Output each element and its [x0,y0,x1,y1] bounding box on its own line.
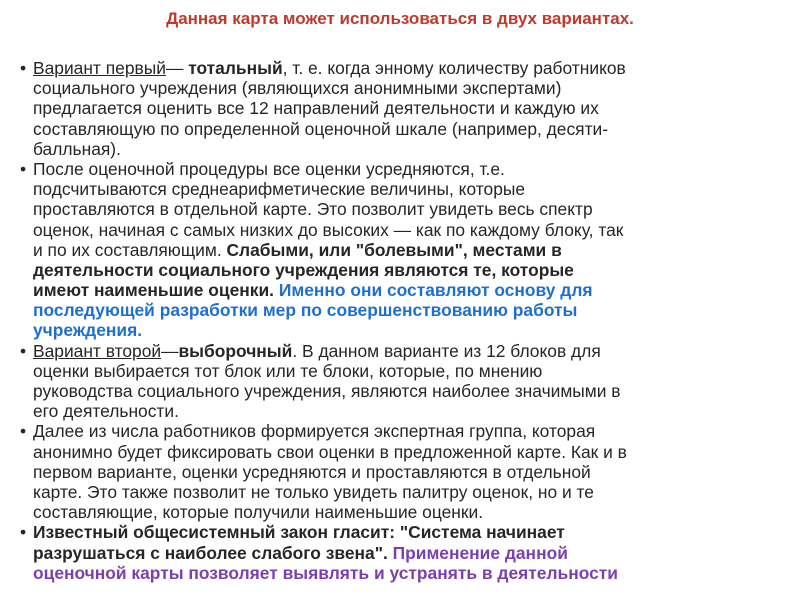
text-segment: Слабыми, или "болевыми", местами в [226,239,562,260]
text-segment: и по их составляющим. [33,239,227,260]
text-segment: выборочный [178,340,293,361]
text-line [20,240,780,260]
text-segment: деятельности социального учреждения являются те, которые [33,259,574,280]
text-segment: последующей разработки мер по совершенствованию работы [33,300,578,321]
bullet-icon: • [20,421,27,442]
text-segment: предлагается оценить все 12 направлений деятельности и каждую их [33,98,599,119]
text-segment: . В данном варианте из 12 блоков для [292,340,601,361]
bullet-icon: • [20,158,27,179]
text-segment: карте. Это также позволит не только увидеть палитру оценок, но и те [33,481,594,502]
text-line [20,78,780,98]
bullet-item-line [20,421,780,441]
text-line [20,401,780,421]
text-segment: учреждения. [33,320,143,341]
bullet-icon: • [20,522,27,543]
text-segment: подсчитываются среднеарифметические величины, которые [33,179,526,200]
text-segment: , т. е. когда энному количеству работников [282,58,626,78]
text-line [20,139,780,159]
slide-title: Данная карта может использоваться в двух вариантах. [166,9,634,28]
bullet-item-line [20,522,780,542]
text-segment: составляющие, которые получили наименьшие оценки. [33,502,484,523]
text-line [20,361,780,381]
text-segment: его деятельности. [33,401,179,422]
text-line [20,482,780,502]
text-line [20,543,780,563]
text-line [20,320,780,340]
bullet-icon: • [20,340,27,361]
text-line [20,199,780,219]
text-line [20,98,780,118]
text-segment: первом варианте, оценки усредняются и проставляются в отдельной [33,461,591,482]
slide-body [20,58,780,583]
text-line [20,260,780,280]
text-segment: проставляются в отдельной карте. Это позволит увидеть весь спектр [33,199,593,220]
text-segment: — [161,340,179,361]
text-segment: Вариант первый [33,58,166,78]
bullet-item-line [20,341,780,361]
text-segment: Именно они составляют основу для [278,280,593,301]
text-line [20,119,780,139]
text-segment: оценок, начиная с самых низких до высоких — как по каждому блоку, так [33,219,624,240]
text-segment: Далее из числа работников формируется экспертная группа, которая [33,421,596,442]
text-segment: составляющую по определенной оценочной шкале (например, десяти- [33,118,609,139]
text-line [20,300,780,320]
text-line [20,179,780,199]
text-segment: Вариант второй [33,340,162,361]
text-line [20,220,780,240]
text-line [20,563,780,583]
text-segment: социального учреждения (являющихся анонимными экспертами) [33,78,562,99]
text-segment: оценки выбирается тот блок или те блоки, которые, по мнению [33,360,543,381]
text-segment: После оценочной процедуры все оценки усредняются, т.е. [33,158,505,179]
bullet-item-line [20,58,780,78]
text-segment: Применение данной [392,542,568,563]
text-line [20,502,780,522]
text-segment: руководства социального учреждения, являются наиболее значимыми в [33,381,621,401]
text-line [20,442,780,462]
text-segment: балльная). [33,138,121,159]
text-segment: разрушаться с наиболее слабого звена". [33,542,393,563]
text-segment: имеют наименьшие оценки. [33,280,279,301]
text-segment: анонимно будет фиксировать свои оценки в предложенной карте. Как и в [33,441,627,462]
text-line [20,381,780,401]
text-segment: тотальный [188,58,283,78]
text-line [20,280,780,300]
text-line [20,462,780,482]
bullet-icon: • [20,58,27,78]
text-segment: оценочной карты позволяет выявлять и устранять в деятельности [33,562,618,583]
text-segment: Известный общесистемный закон гласит: "Система начинает [33,522,565,543]
bullet-item-line [20,159,780,179]
text-segment: — [165,58,189,78]
